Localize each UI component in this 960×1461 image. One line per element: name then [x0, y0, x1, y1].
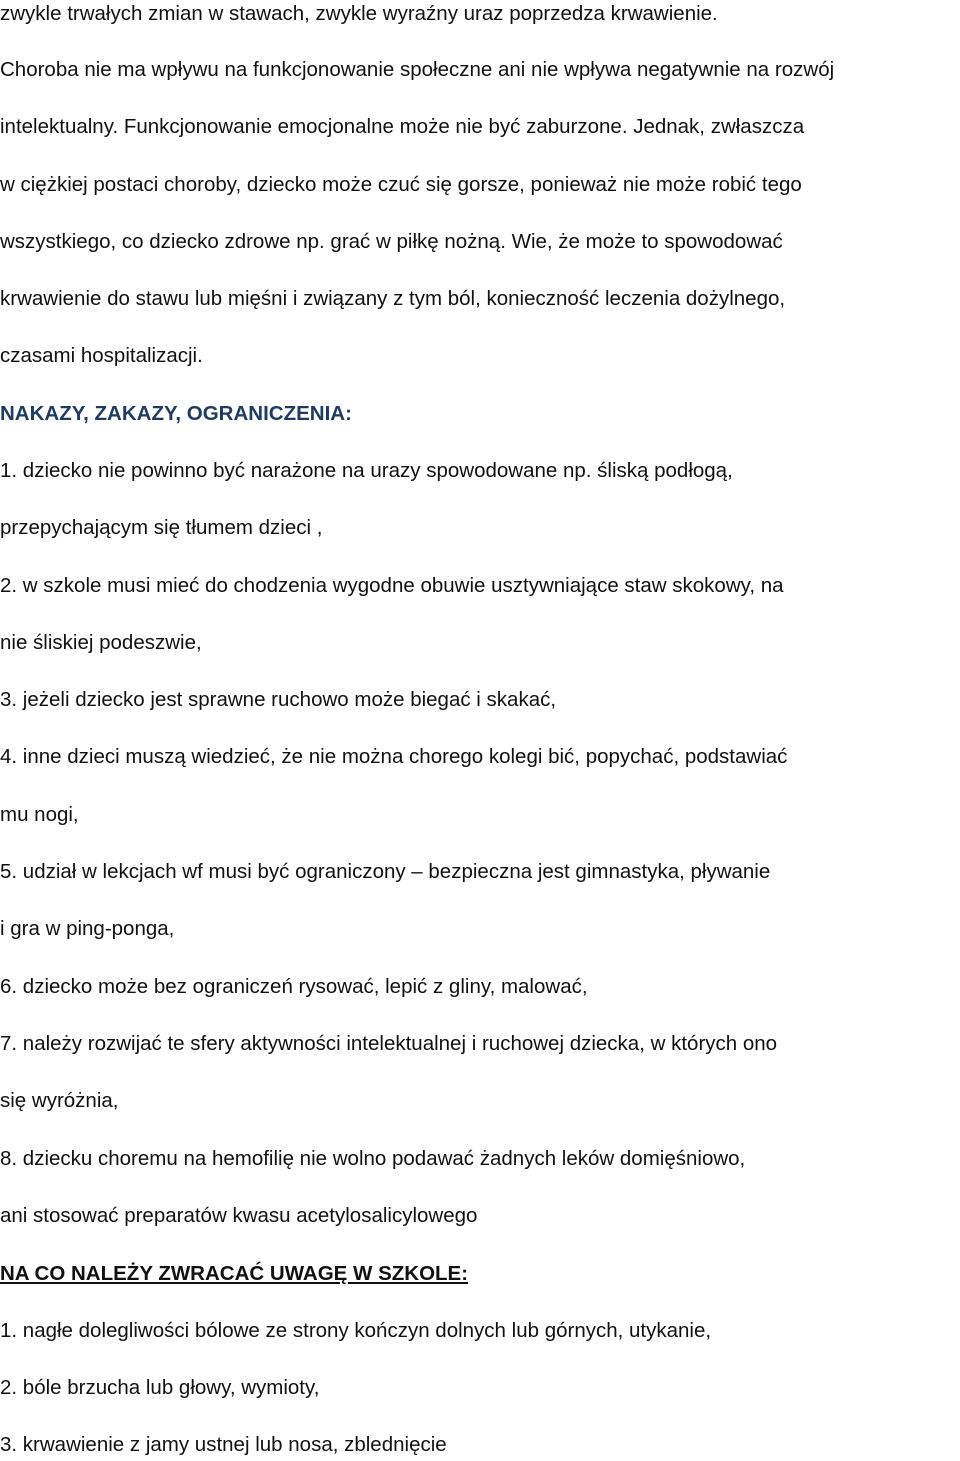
section-heading-school: NA CO NALEŻY ZWRACAĆ UWAGĘ W SZKOLE: — [0, 1262, 469, 1285]
list-item: 5. udział w lekcjach wf musi być ograniczony – bezpieczna jest gimnastyka, pływanie — [0, 860, 771, 883]
list-item: 7. należy rozwijać te sfery aktywności intelektualnej i ruchowej dziecka, w których ono — [0, 1032, 778, 1055]
paragraph-line: krwawienie do stawu lub mięśni i związany z tym ból, konieczność leczenia dożylnego, — [0, 287, 786, 310]
list-item: ani stosować preparatów kwasu acetylosalicylowego — [0, 1204, 478, 1227]
paragraph-line: intelektualny. Funkcjonowanie emocjonalne może nie być zaburzone. Jednak, zwłaszcza — [0, 115, 805, 138]
paragraph-line: wszystkiego, co dziecko zdrowe np. grać w piłkę nożną. Wie, że może to spowodować — [0, 230, 783, 253]
paragraph-line: zwykle trwałych zmian w stawach, zwykle wyraźny uraz poprzedza krwawienie. — [0, 2, 718, 25]
list-item: przepychającym się tłumem dzieci , — [0, 516, 323, 539]
list-item: 8. dziecku choremu na hemofilię nie wolno podawać żadnych leków domięśniowo, — [0, 1147, 746, 1170]
list-item: 2. bóle brzucha lub głowy, wymioty, — [0, 1376, 320, 1399]
list-item: 1. nagłe dolegliwości bólowe ze strony kończyn dolnych lub górnych, utykanie, — [0, 1319, 712, 1342]
list-item: i gra w ping-ponga, — [0, 917, 175, 940]
list-item: 3. jeżeli dziecko jest sprawne ruchowo może biegać i skakać, — [0, 688, 557, 711]
paragraph-line: czasami hospitalizacji. — [0, 344, 203, 367]
list-item: 3. krwawienie z jamy ustnej lub nosa, zblednięcie — [0, 1433, 447, 1456]
list-item: nie śliskiej podeszwie, — [0, 631, 202, 654]
paragraph-line: Choroba nie ma wpływu na funkcjonowanie społeczne ani nie wpływa negatywnie na rozwój — [0, 58, 835, 81]
list-item: mu nogi, — [0, 803, 79, 826]
list-item: 2. w szkole musi mieć do chodzenia wygodne obuwie usztywniające staw skokowy, na — [0, 574, 784, 597]
list-item: 1. dziecko nie powinno być narażone na urazy spowodowane np. śliską podłogą, — [0, 459, 733, 482]
list-item: się wyróżnia, — [0, 1089, 119, 1112]
list-item: 6. dziecko może bez ograniczeń rysować, lepić z gliny, malować, — [0, 975, 588, 998]
list-item: 4. inne dzieci muszą wiedzieć, że nie można chorego kolegi bić, popychać, podstawiać — [0, 745, 788, 768]
section-heading-restrictions: NAKAZY, ZAKAZY, OGRANICZENIA: — [0, 402, 352, 425]
paragraph-line: w ciężkiej postaci choroby, dziecko może czuć się gorsze, ponieważ nie może robić tego — [0, 173, 802, 196]
